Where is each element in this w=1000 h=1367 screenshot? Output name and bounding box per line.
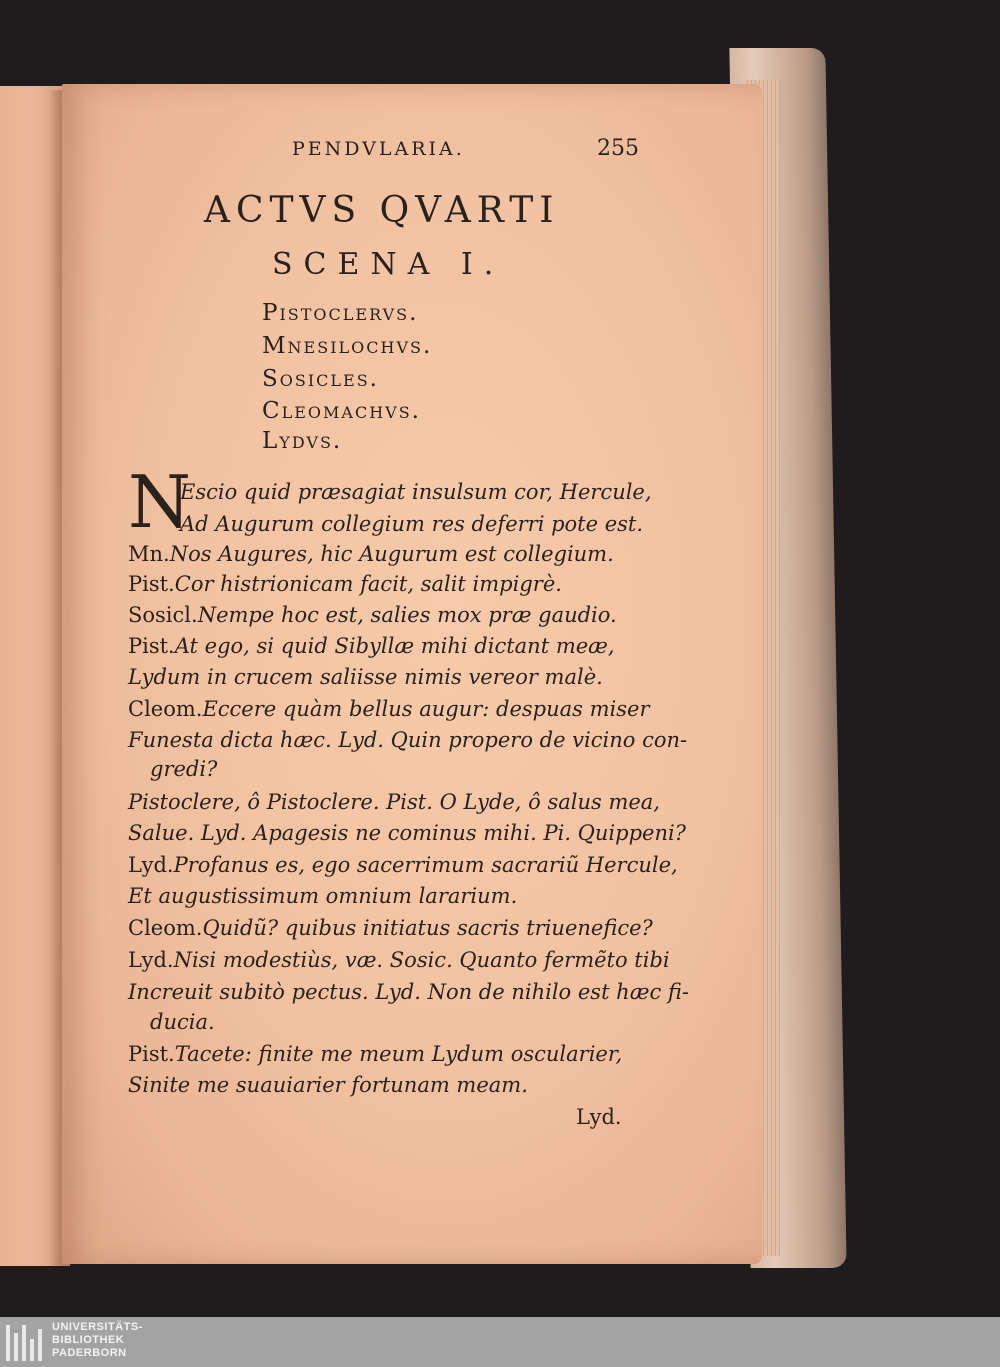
verse-line: Pist.At ego, si quid Sibyllæ mihi dictant meæ,	[128, 634, 615, 658]
verse-line: ducia.	[150, 1010, 215, 1034]
verse-line: Et augustissimum omnium lararium.	[128, 884, 518, 908]
verse-line: Lyd.Nisi modestiùs, væ. Sosic. Quanto fermẽto tibi	[128, 948, 670, 972]
verse-line: Cleom.Eccere quàm bellus augur: despuas miser	[128, 697, 650, 721]
verse-line: Ad Augurum collegium res deferri pote est.	[180, 512, 644, 536]
catchword: Lyd.	[576, 1105, 622, 1129]
verse-line: Pist.Tacete: finite me meum Lydum oscularier,	[128, 1042, 623, 1066]
drop-initial: N	[128, 460, 191, 544]
verse-line: Funesta dicta hæc. Lyd. Quin propero de vicino con-	[128, 728, 688, 752]
verse-line: Increuit subitò pectus. Lyd. Non de nihilo est hæc fi-	[128, 980, 689, 1004]
verse-line: Mn.Nos Augures, hic Augurum est collegium.	[128, 542, 614, 566]
page-number: 255	[597, 136, 639, 161]
running-head: PENDVLARIA.	[292, 138, 465, 160]
verse-line: Lydum in crucem saliisse nimis vereor malè.	[128, 665, 603, 689]
cast-member: Sosicles.	[262, 366, 379, 392]
verse-line: gredi?	[150, 757, 218, 781]
verse-line: Pistoclere, ô Pistoclere. Pist. O Lyde, ô salus mea,	[128, 790, 660, 814]
verse-line: Salue. Lyd. Apagesis ne cominus mihi. Pi. Quippeni?	[128, 821, 686, 845]
library-name: UNIVERSITÄTS- BIBLIOTHEK PADERBORN	[52, 1321, 143, 1359]
verse-line: Lyd.Profanus es, ego sacerrimum sacrariũ Hercule,	[128, 853, 678, 877]
library-logo-icon	[6, 1325, 46, 1361]
verse-line: Cleom.Quidũ? quibus initiatus sacris triuenefice?	[128, 916, 653, 940]
verse-line: Pist.Cor histrionicam facit, salit impigrè.	[128, 572, 562, 596]
act-title: ACTVS QVARTI	[204, 190, 560, 231]
cast-member: Pistoclervs.	[262, 300, 419, 326]
verse-line: Sosicl.Nempe hoc est, salies mox præ gaudio.	[128, 603, 617, 627]
library-footer-bar	[0, 1317, 1000, 1367]
cast-member: Lydvs.	[262, 428, 343, 454]
cast-member: Cleomachvs.	[262, 398, 421, 424]
verse-line: Sinite me suauiarier fortunam meam.	[128, 1073, 528, 1097]
scene-title: SCENA I.	[272, 247, 505, 282]
verse-line: Escio quid præsagiat insulsum cor, Hercule,	[180, 480, 652, 504]
cast-member: Mnesilochvs.	[262, 333, 433, 359]
